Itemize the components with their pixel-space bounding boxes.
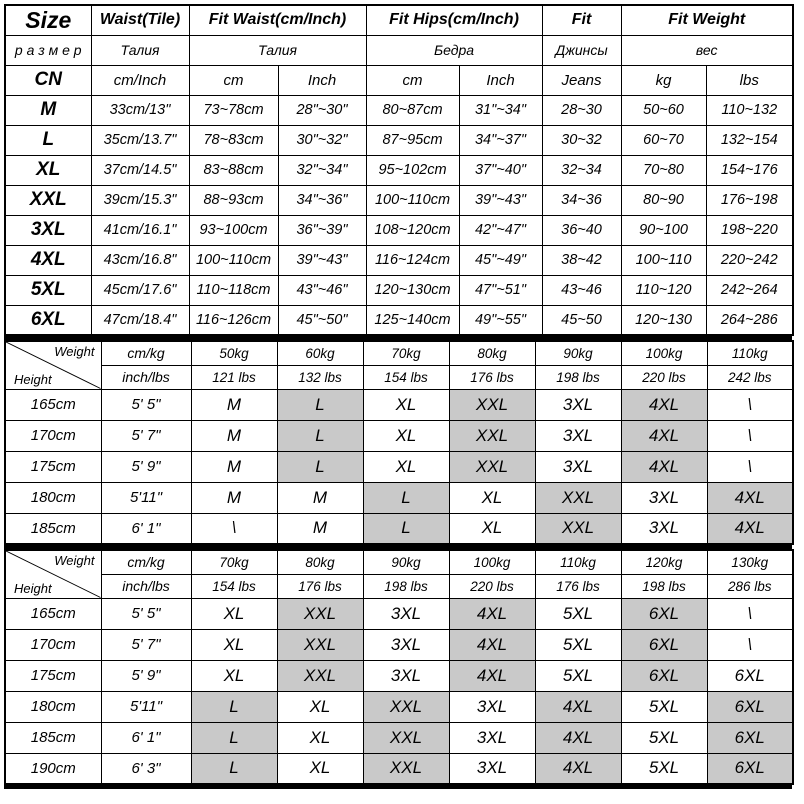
weight-kg-header: 70kg bbox=[191, 550, 277, 574]
recommended-size-cell: \ bbox=[707, 629, 793, 660]
size-table-row bbox=[5, 125, 793, 155]
size-table-header-row-1 bbox=[5, 5, 793, 35]
height-cm-label: 170cm bbox=[5, 420, 101, 451]
unit-header: cm bbox=[189, 65, 278, 95]
size-value: 30~32 bbox=[542, 125, 621, 155]
recommended-size-cell: 4XL bbox=[621, 451, 707, 482]
size-value: 110~120 bbox=[621, 275, 706, 305]
size-table-row bbox=[5, 95, 793, 125]
weight-lbs-header: 132 lbs bbox=[277, 365, 363, 389]
weight-lbs-header: 198 lbs bbox=[535, 365, 621, 389]
weight-kg-header: 110kg bbox=[707, 341, 793, 365]
size-value: 80~87cm bbox=[366, 95, 459, 125]
height-cm-label: 185cm bbox=[5, 513, 101, 544]
weight-lbs-header: 176 lbs bbox=[535, 574, 621, 598]
recommended-size-cell: L bbox=[277, 389, 363, 420]
recommended-size-cell: 3XL bbox=[535, 451, 621, 482]
column-group-subheader-ru: р а з м е р bbox=[5, 35, 91, 65]
size-value: 108~120cm bbox=[366, 215, 459, 245]
size-value: 34"~36" bbox=[278, 185, 366, 215]
recommended-size-cell: XL bbox=[191, 598, 277, 629]
recommended-size-cell: 3XL bbox=[535, 389, 621, 420]
recommended-size-cell: XL bbox=[191, 660, 277, 691]
size-value: 80~90 bbox=[621, 185, 706, 215]
size-value: 220~242 bbox=[706, 245, 793, 275]
unit-header: lbs bbox=[706, 65, 793, 95]
recommended-size-cell: XL bbox=[363, 389, 449, 420]
recommended-size-cell: XXL bbox=[535, 482, 621, 513]
size-value: 83~88cm bbox=[189, 155, 278, 185]
matrix-row bbox=[5, 691, 793, 722]
size-value: 100~110cm bbox=[366, 185, 459, 215]
weight-kg-header: 130kg bbox=[707, 550, 793, 574]
size-value: 87~95cm bbox=[366, 125, 459, 155]
recommended-size-cell: L bbox=[277, 420, 363, 451]
height-weight-matrix-1 bbox=[4, 340, 794, 545]
recommended-size-cell: XL bbox=[191, 629, 277, 660]
unit-label-cm-kg: cm/kg bbox=[101, 550, 191, 574]
size-value: 264~286 bbox=[706, 305, 793, 335]
size-value: 100~110 bbox=[621, 245, 706, 275]
matrix-row bbox=[5, 513, 793, 544]
weight-lbs-header: 154 lbs bbox=[363, 365, 449, 389]
recommended-size-cell: M bbox=[277, 482, 363, 513]
weight-kg-header: 90kg bbox=[535, 341, 621, 365]
size-value: 90~100 bbox=[621, 215, 706, 245]
column-group-subheader-ru: вес bbox=[621, 35, 793, 65]
size-value: 116~126cm bbox=[189, 305, 278, 335]
size-value: 45~50 bbox=[542, 305, 621, 335]
size-label: M bbox=[5, 95, 91, 125]
recommended-size-cell: L bbox=[363, 513, 449, 544]
recommended-size-cell: 5XL bbox=[535, 660, 621, 691]
weight-kg-header: 120kg bbox=[621, 550, 707, 574]
bottom-border bbox=[4, 785, 792, 789]
height-cm-label: 175cm bbox=[5, 660, 101, 691]
column-group-subheader-ru: Джинсы bbox=[542, 35, 621, 65]
size-value: 70~80 bbox=[621, 155, 706, 185]
height-cm-label: 190cm bbox=[5, 753, 101, 784]
size-label: XXL bbox=[5, 185, 91, 215]
recommended-size-cell: XXL bbox=[277, 660, 363, 691]
recommended-size-cell: 6XL bbox=[707, 722, 793, 753]
recommended-size-cell: XXL bbox=[449, 389, 535, 420]
recommended-size-cell: 3XL bbox=[449, 753, 535, 784]
column-group-header: Waist(Tile) bbox=[91, 5, 189, 35]
recommended-size-cell: XL bbox=[449, 482, 535, 513]
recommended-size-cell: XL bbox=[363, 451, 449, 482]
recommended-size-cell: \ bbox=[707, 389, 793, 420]
unit-header: kg bbox=[621, 65, 706, 95]
matrix-header-row-kg bbox=[5, 341, 793, 365]
recommended-size-cell: M bbox=[191, 389, 277, 420]
column-group-header: Fit bbox=[542, 5, 621, 35]
size-value: 36"~39" bbox=[278, 215, 366, 245]
height-cm-label: 180cm bbox=[5, 482, 101, 513]
recommended-size-cell: XXL bbox=[277, 629, 363, 660]
corner-weight-label: Weight bbox=[54, 553, 95, 568]
size-label: 4XL bbox=[5, 245, 91, 275]
unit-header: Jeans bbox=[542, 65, 621, 95]
recommended-size-cell: 3XL bbox=[535, 420, 621, 451]
recommended-size-cell: 3XL bbox=[363, 598, 449, 629]
recommended-size-cell: \ bbox=[707, 451, 793, 482]
recommended-size-cell: XXL bbox=[535, 513, 621, 544]
unit-header: CN bbox=[5, 65, 91, 95]
size-title: Size bbox=[5, 5, 91, 35]
height-ft-label: 5' 7" bbox=[101, 629, 191, 660]
height-ft-label: 5'11" bbox=[101, 691, 191, 722]
height-ft-label: 5' 5" bbox=[101, 598, 191, 629]
unit-header: Inch bbox=[459, 65, 542, 95]
size-value: 36~40 bbox=[542, 215, 621, 245]
size-value: 39cm/15.3" bbox=[91, 185, 189, 215]
unit-label-cm-kg: cm/kg bbox=[101, 341, 191, 365]
size-value: 120~130 bbox=[621, 305, 706, 335]
column-group-header: Fit Weight bbox=[621, 5, 793, 35]
matrix-row bbox=[5, 660, 793, 691]
size-value: 45"~50" bbox=[278, 305, 366, 335]
matrix-row bbox=[5, 482, 793, 513]
recommended-size-cell: 4XL bbox=[707, 513, 793, 544]
recommended-size-cell: XXL bbox=[449, 420, 535, 451]
size-value: 43"~46" bbox=[278, 275, 366, 305]
recommended-size-cell: XXL bbox=[363, 722, 449, 753]
recommended-size-cell: 3XL bbox=[621, 513, 707, 544]
size-value: 30"~32" bbox=[278, 125, 366, 155]
size-value: 37"~40" bbox=[459, 155, 542, 185]
height-ft-label: 5' 9" bbox=[101, 660, 191, 691]
recommended-size-cell: XL bbox=[363, 420, 449, 451]
recommended-size-cell: 5XL bbox=[621, 691, 707, 722]
size-value: 132~154 bbox=[706, 125, 793, 155]
height-ft-label: 5'11" bbox=[101, 482, 191, 513]
recommended-size-cell: 3XL bbox=[363, 660, 449, 691]
height-cm-label: 165cm bbox=[5, 598, 101, 629]
height-cm-label: 175cm bbox=[5, 451, 101, 482]
recommended-size-cell: 4XL bbox=[707, 482, 793, 513]
weight-kg-header: 100kg bbox=[449, 550, 535, 574]
weight-lbs-header: 242 lbs bbox=[707, 365, 793, 389]
size-value: 39"~43" bbox=[459, 185, 542, 215]
recommended-size-cell: 5XL bbox=[621, 722, 707, 753]
recommended-size-cell: 3XL bbox=[449, 722, 535, 753]
column-group-subheader-ru: Бедра bbox=[366, 35, 542, 65]
size-label: 3XL bbox=[5, 215, 91, 245]
size-value: 120~130cm bbox=[366, 275, 459, 305]
corner-height-label: Height bbox=[14, 580, 52, 596]
size-value: 33cm/13" bbox=[91, 95, 189, 125]
size-value: 93~100cm bbox=[189, 215, 278, 245]
size-value: 34"~37" bbox=[459, 125, 542, 155]
weight-lbs-header: 176 lbs bbox=[449, 365, 535, 389]
height-ft-label: 5' 5" bbox=[101, 389, 191, 420]
recommended-size-cell: \ bbox=[191, 513, 277, 544]
size-value: 60~70 bbox=[621, 125, 706, 155]
recommended-size-cell: 6XL bbox=[707, 691, 793, 722]
weight-lbs-header: 154 lbs bbox=[191, 574, 277, 598]
size-value: 78~83cm bbox=[189, 125, 278, 155]
size-value: 154~176 bbox=[706, 155, 793, 185]
recommended-size-cell: 4XL bbox=[535, 722, 621, 753]
matrix-header-row-kg bbox=[5, 550, 793, 574]
recommended-size-cell: 5XL bbox=[535, 598, 621, 629]
matrix-header-row-lbs bbox=[5, 574, 793, 598]
size-value: 45"~49" bbox=[459, 245, 542, 275]
height-cm-label: 165cm bbox=[5, 389, 101, 420]
size-value: 73~78cm bbox=[189, 95, 278, 125]
size-table-row bbox=[5, 215, 793, 245]
size-value: 39"~43" bbox=[278, 245, 366, 275]
size-table-row bbox=[5, 275, 793, 305]
matrix-row bbox=[5, 722, 793, 753]
matrix-header-row-lbs bbox=[5, 365, 793, 389]
recommended-size-cell: M bbox=[277, 513, 363, 544]
recommended-size-cell: L bbox=[277, 451, 363, 482]
unit-label-inch-lbs: inch/lbs bbox=[101, 574, 191, 598]
matrix-row bbox=[5, 629, 793, 660]
size-value: 95~102cm bbox=[366, 155, 459, 185]
size-value: 32~34 bbox=[542, 155, 621, 185]
weight-lbs-header: 198 lbs bbox=[363, 574, 449, 598]
size-label: 6XL bbox=[5, 305, 91, 335]
unit-header: Inch bbox=[278, 65, 366, 95]
size-value: 50~60 bbox=[621, 95, 706, 125]
size-value: 110~132 bbox=[706, 95, 793, 125]
weight-lbs-header: 198 lbs bbox=[621, 574, 707, 598]
recommended-size-cell: XL bbox=[277, 753, 363, 784]
size-value: 176~198 bbox=[706, 185, 793, 215]
size-value: 43cm/16.8" bbox=[91, 245, 189, 275]
recommended-size-cell: 4XL bbox=[449, 629, 535, 660]
recommended-size-cell: 5XL bbox=[535, 629, 621, 660]
size-value: 47cm/18.4" bbox=[91, 305, 189, 335]
weight-kg-header: 80kg bbox=[449, 341, 535, 365]
recommended-size-cell: XXL bbox=[363, 753, 449, 784]
corner-weight-label: Weight bbox=[54, 344, 95, 359]
weight-height-corner bbox=[5, 550, 101, 598]
recommended-size-cell: 6XL bbox=[707, 660, 793, 691]
size-value: 198~220 bbox=[706, 215, 793, 245]
recommended-size-cell: XXL bbox=[363, 691, 449, 722]
height-ft-label: 5' 9" bbox=[101, 451, 191, 482]
recommended-size-cell: 6XL bbox=[621, 660, 707, 691]
recommended-size-cell: 4XL bbox=[535, 691, 621, 722]
size-value: 45cm/17.6" bbox=[91, 275, 189, 305]
size-value: 41cm/16.1" bbox=[91, 215, 189, 245]
recommended-size-cell: 6XL bbox=[621, 629, 707, 660]
size-value: 32"~34" bbox=[278, 155, 366, 185]
weight-lbs-header: 176 lbs bbox=[277, 574, 363, 598]
recommended-size-cell: 4XL bbox=[621, 420, 707, 451]
column-group-subheader-ru: Талия bbox=[189, 35, 366, 65]
unit-header: cm bbox=[366, 65, 459, 95]
recommended-size-cell: M bbox=[191, 482, 277, 513]
recommended-size-cell: L bbox=[191, 691, 277, 722]
recommended-size-cell: L bbox=[191, 753, 277, 784]
recommended-size-cell: XXL bbox=[449, 451, 535, 482]
size-chart-table bbox=[4, 4, 794, 336]
matrix-row bbox=[5, 389, 793, 420]
recommended-size-cell: XL bbox=[277, 691, 363, 722]
weight-height-corner bbox=[5, 341, 101, 389]
recommended-size-cell: 4XL bbox=[449, 660, 535, 691]
size-label: 5XL bbox=[5, 275, 91, 305]
recommended-size-cell: L bbox=[363, 482, 449, 513]
height-ft-label: 6' 1" bbox=[101, 513, 191, 544]
size-value: 88~93cm bbox=[189, 185, 278, 215]
weight-kg-header: 60kg bbox=[277, 341, 363, 365]
size-value: 242~264 bbox=[706, 275, 793, 305]
weight-lbs-header: 220 lbs bbox=[621, 365, 707, 389]
weight-kg-header: 90kg bbox=[363, 550, 449, 574]
column-group-header: Fit Waist(cm/Inch) bbox=[189, 5, 366, 35]
recommended-size-cell: L bbox=[191, 722, 277, 753]
weight-kg-header: 80kg bbox=[277, 550, 363, 574]
size-value: 49"~55" bbox=[459, 305, 542, 335]
height-ft-label: 6' 1" bbox=[101, 722, 191, 753]
recommended-size-cell: 4XL bbox=[449, 598, 535, 629]
recommended-size-cell: 5XL bbox=[621, 753, 707, 784]
weight-lbs-header: 220 lbs bbox=[449, 574, 535, 598]
recommended-size-cell: \ bbox=[707, 420, 793, 451]
recommended-size-cell: XL bbox=[449, 513, 535, 544]
size-value: 35cm/13.7" bbox=[91, 125, 189, 155]
height-cm-label: 185cm bbox=[5, 722, 101, 753]
size-value: 38~42 bbox=[542, 245, 621, 275]
size-table-header-row-3 bbox=[5, 65, 793, 95]
recommended-size-cell: 3XL bbox=[449, 691, 535, 722]
size-table-row bbox=[5, 185, 793, 215]
size-table-header-row-2 bbox=[5, 35, 793, 65]
size-value: 116~124cm bbox=[366, 245, 459, 275]
size-label: XL bbox=[5, 155, 91, 185]
size-value: 28~30 bbox=[542, 95, 621, 125]
unit-header: cm/Inch bbox=[91, 65, 189, 95]
recommended-size-cell: 6XL bbox=[621, 598, 707, 629]
recommended-size-cell: 6XL bbox=[707, 753, 793, 784]
size-value: 34~36 bbox=[542, 185, 621, 215]
weight-lbs-header: 121 lbs bbox=[191, 365, 277, 389]
size-table-row bbox=[5, 245, 793, 275]
matrix-row bbox=[5, 598, 793, 629]
size-label: L bbox=[5, 125, 91, 155]
unit-label-inch-lbs: inch/lbs bbox=[101, 365, 191, 389]
recommended-size-cell: \ bbox=[707, 598, 793, 629]
recommended-size-cell: M bbox=[191, 420, 277, 451]
height-ft-label: 6' 3" bbox=[101, 753, 191, 784]
recommended-size-cell: M bbox=[191, 451, 277, 482]
recommended-size-cell: 4XL bbox=[621, 389, 707, 420]
size-value: 28"~30" bbox=[278, 95, 366, 125]
size-table-row bbox=[5, 305, 793, 335]
recommended-size-cell: 4XL bbox=[535, 753, 621, 784]
column-group-subheader-ru: Талия bbox=[91, 35, 189, 65]
weight-lbs-header: 286 lbs bbox=[707, 574, 793, 598]
size-value: 43~46 bbox=[542, 275, 621, 305]
size-table-row bbox=[5, 155, 793, 185]
size-value: 42"~47" bbox=[459, 215, 542, 245]
weight-kg-header: 110kg bbox=[535, 550, 621, 574]
matrix-row bbox=[5, 753, 793, 784]
weight-kg-header: 70kg bbox=[363, 341, 449, 365]
recommended-size-cell: 3XL bbox=[621, 482, 707, 513]
size-value: 31"~34" bbox=[459, 95, 542, 125]
size-value: 100~110cm bbox=[189, 245, 278, 275]
recommended-size-cell: XL bbox=[277, 722, 363, 753]
height-cm-label: 180cm bbox=[5, 691, 101, 722]
size-value: 47"~51" bbox=[459, 275, 542, 305]
recommended-size-cell: 3XL bbox=[363, 629, 449, 660]
matrix-row bbox=[5, 451, 793, 482]
weight-kg-header: 50kg bbox=[191, 341, 277, 365]
height-cm-label: 170cm bbox=[5, 629, 101, 660]
size-value: 125~140cm bbox=[366, 305, 459, 335]
corner-height-label: Height bbox=[14, 371, 52, 387]
height-weight-matrix-2 bbox=[4, 549, 794, 785]
size-value: 37cm/14.5" bbox=[91, 155, 189, 185]
weight-kg-header: 100kg bbox=[621, 341, 707, 365]
matrix-row bbox=[5, 420, 793, 451]
height-ft-label: 5' 7" bbox=[101, 420, 191, 451]
column-group-header: Fit Hips(cm/Inch) bbox=[366, 5, 542, 35]
size-value: 110~118cm bbox=[189, 275, 278, 305]
recommended-size-cell: XXL bbox=[277, 598, 363, 629]
